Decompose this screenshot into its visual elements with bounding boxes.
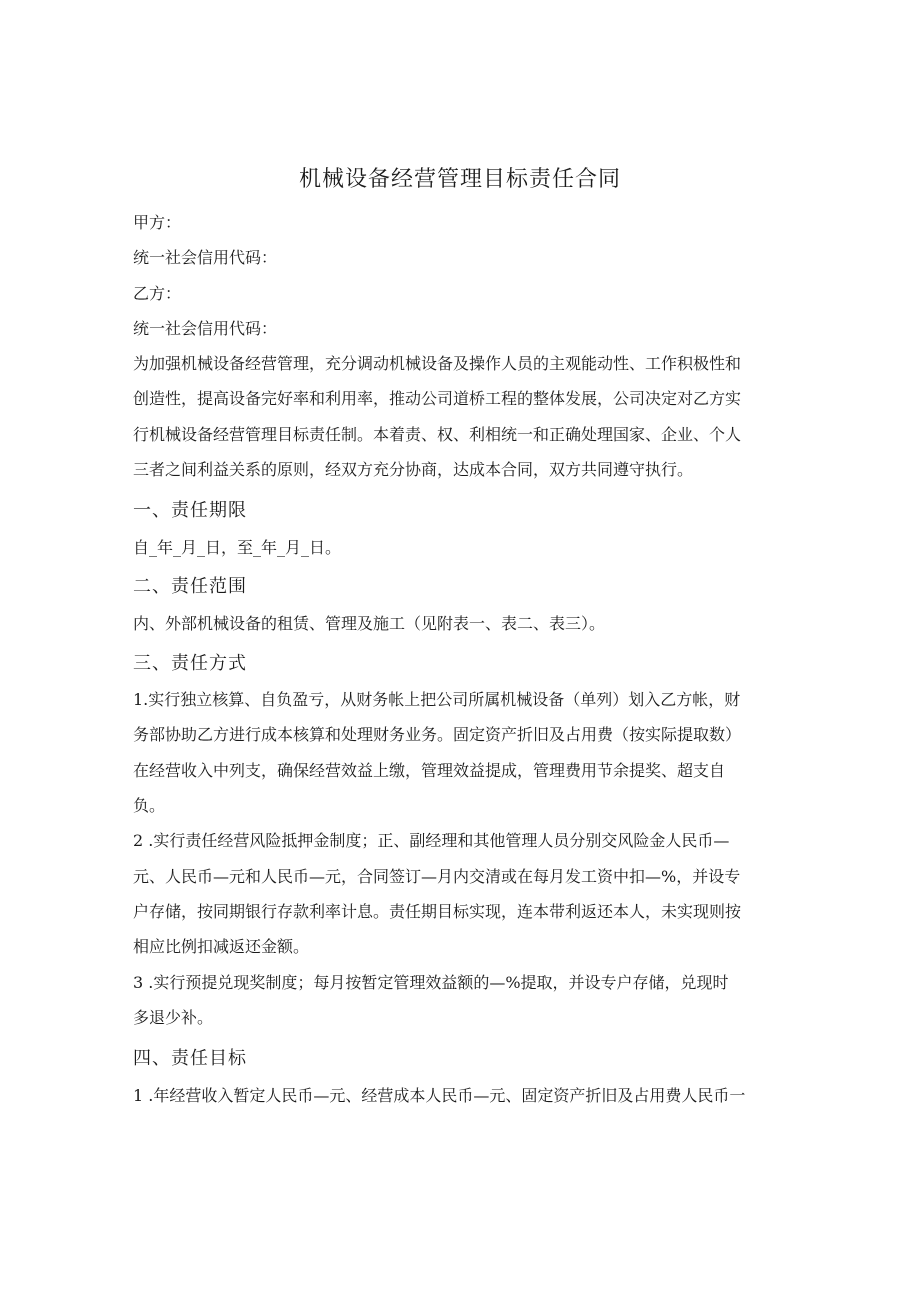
section-term-text: 自_年_月_日，至_年_月_日。 <box>133 538 342 557</box>
section-method-line: 3 .实行预提兑现奖制度；每月按暂定管理效益额的—%提取，并设专户存储，兑现时 <box>133 973 729 992</box>
intro-line: 创造性，提高设备完好率和利用率，推动公司道桥工程的整体发展，公司决定对乙方实 <box>133 389 742 408</box>
section-heading-scope: 二、责任范围 <box>133 576 247 597</box>
party-b-label: 乙方： <box>133 284 182 303</box>
section-method-line: 1.实行独立核算、自负盈亏，从财务帐上把公司所属机械设备（单列）划入乙方帐，财 <box>133 690 741 709</box>
section-heading-term: 一、责任期限 <box>133 500 247 521</box>
section-method-line: 2 .实行责任经营风险抵押金制度；正、副经理和其他管理人员分别交风险金人民币— <box>133 831 730 850</box>
party-a-label: 甲方： <box>133 213 182 232</box>
section-heading-target: 四、责任目标 <box>133 1048 247 1069</box>
section-method-line: 务部协助乙方进行成本核算和处理财务业务。固定资产折旧及占用费（按实际提取数） <box>133 725 742 744</box>
intro-line: 为加强机械设备经营管理，充分调动机械设备及操作人员的主观能动性、工作积极性和 <box>133 354 742 373</box>
section-method-line: 户存储，按同期银行存款利率计息。责任期目标实现，连本带利返还本人，未实现则按 <box>133 902 742 921</box>
section-method-line: 元、人民币—元和人民币—元，合同签订—月内交清或在每月发工资中扣—%，并设专 <box>133 867 741 886</box>
section-target-line: 1 .年经营收入暂定人民币—元、经营成本人民币—元、固定资产折旧及占用费人民币一 <box>133 1086 746 1105</box>
section-method-line: 多退少补。 <box>133 1008 214 1027</box>
section-scope-text: 内、外部机械设备的租赁、管理及施工（见附表一、表二、表三）。 <box>133 614 606 633</box>
document-title: 机械设备经营管理目标责任合同 <box>298 167 621 192</box>
intro-line: 三者之间利益关系的原则，经双方充分协商，达成本合同，双方共同遵守执行。 <box>133 460 694 479</box>
party-a-credit-code-label: 统一社会信用代码： <box>133 248 278 267</box>
intro-line: 行机械设备经营管理目标责任制。本着责、权、利相统一和正确处理国家、企业、个人 <box>133 425 742 444</box>
section-method-line: 在经营收入中列支，确保经营效益上缴，管理效益提成，管理费用节余提奖、超支自 <box>133 761 726 780</box>
section-method-line: 负。 <box>133 796 166 815</box>
section-heading-method: 三、责任方式 <box>133 653 247 674</box>
section-method-line: 相应比例扣减返还金额。 <box>133 937 310 956</box>
party-b-credit-code-label: 统一社会信用代码： <box>133 319 278 338</box>
